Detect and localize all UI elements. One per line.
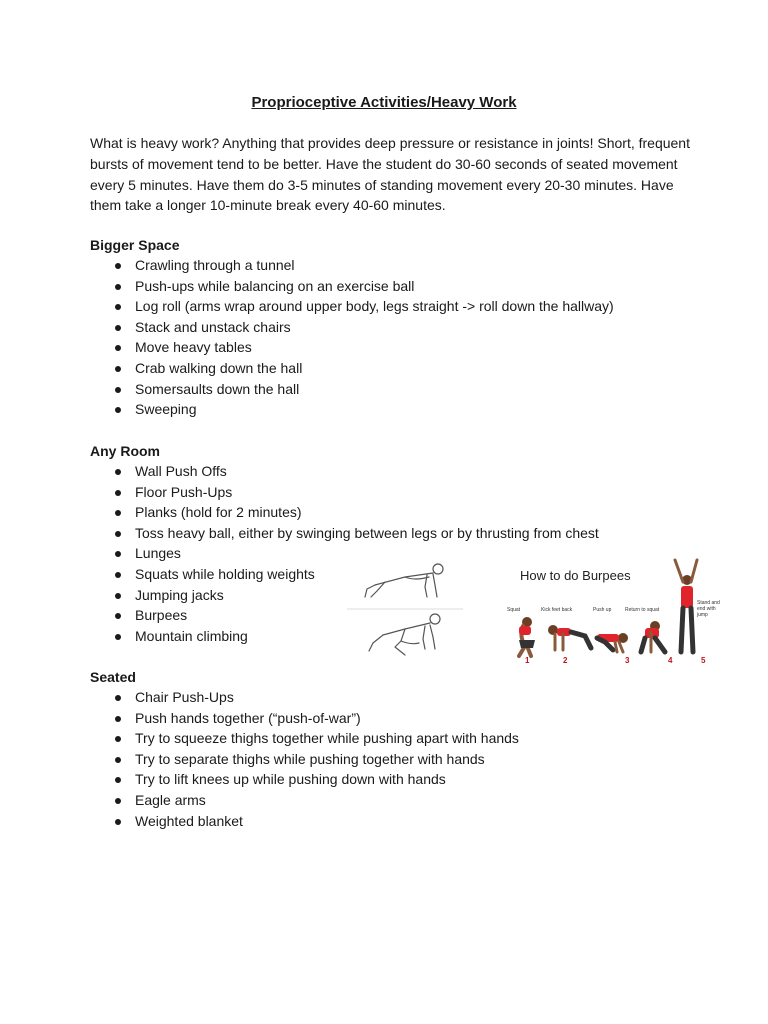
burpee-step-label: Kick feet back (541, 607, 573, 613)
list-item: Push-ups while balancing on an exercise ball (90, 276, 614, 297)
section-heading-seated: Seated (90, 669, 136, 685)
burpee-step-number: 1 (525, 656, 530, 665)
list-item: Crab walking down the hall (90, 358, 614, 379)
seated-list (90, 687, 519, 831)
list-item: Floor Push-Ups (90, 482, 599, 503)
list-item: Wall Push Offs (90, 461, 599, 482)
list-item: Move heavy tables (90, 337, 614, 358)
burpee-step-label: Squat (507, 607, 521, 613)
burpee-figure-jump (675, 560, 697, 652)
list-item: Mountain climbing (90, 626, 599, 647)
bigger-space-list (90, 255, 614, 420)
list-item: Toss heavy ball, either by swinging between legs or by thrusting from chest (90, 523, 599, 544)
burpee-title: How to do Burpees (520, 568, 631, 583)
burpee-step-number: 2 (563, 656, 568, 665)
burpee-step-number: 5 (701, 656, 706, 665)
list-item: Stack and unstack chairs (90, 317, 614, 338)
burpee-figure-push-up (597, 633, 628, 652)
burpee-step-number: 4 (668, 656, 673, 665)
burpee-figure-kick-back (548, 625, 591, 650)
list-item: Try to separate thighs while pushing together with hands (90, 749, 519, 770)
list-item: Weighted blanket (90, 811, 519, 832)
burpee-final-note: Stand and end with jump (697, 600, 720, 618)
burpee-step-number: 3 (625, 656, 630, 665)
list-item: Try to lift knees up while pushing down with hands (90, 769, 519, 790)
list-item: Planks (hold for 2 minutes) (90, 502, 599, 523)
section-heading-bigger-space: Bigger Space (90, 237, 180, 253)
list-item: Lunges (90, 543, 599, 564)
list-item: Try to squeeze thighs together while pushing apart with hands (90, 728, 519, 749)
burpee-step-label: Return to squat (625, 607, 660, 613)
list-item: Somersaults down the hall (90, 379, 614, 400)
list-item: Eagle arms (90, 790, 519, 811)
section-heading-any-room: Any Room (90, 443, 160, 459)
burpee-illustration (505, 556, 727, 670)
intro-paragraph: What is heavy work? Anything that provides deep pressure or resistance in joints! Short, frequent bursts of movement tend to be better. Have the student do 30-60 seconds of seated movement every 5 minutes. Have them do 3-5 minutes of standing movement every 20-30 minutes. Have them take a longer 10-minute break every 40-60 minutes. (90, 135, 690, 214)
burpee-figure-return-squat (641, 621, 665, 652)
list-item: Push hands together (“push-of-war”) (90, 708, 519, 729)
pushup-illustration (345, 555, 465, 665)
list-item: Squats while holding weights (90, 564, 599, 585)
burpee-step-label: Push up (593, 607, 612, 613)
list-item: Chair Push-Ups (90, 687, 519, 708)
page-title: Proprioceptive Activities/Heavy Work (251, 94, 517, 111)
burpee-figure-squat (519, 617, 535, 656)
list-item: Jumping jacks (90, 585, 599, 606)
list-item: Burpees (90, 605, 599, 626)
list-item: Crawling through a tunnel (90, 255, 614, 276)
list-item: Log roll (arms wrap around upper body, legs straight -> roll down the hallway) (90, 296, 614, 317)
list-item: Sweeping (90, 399, 614, 420)
burpee-figures (505, 556, 727, 670)
